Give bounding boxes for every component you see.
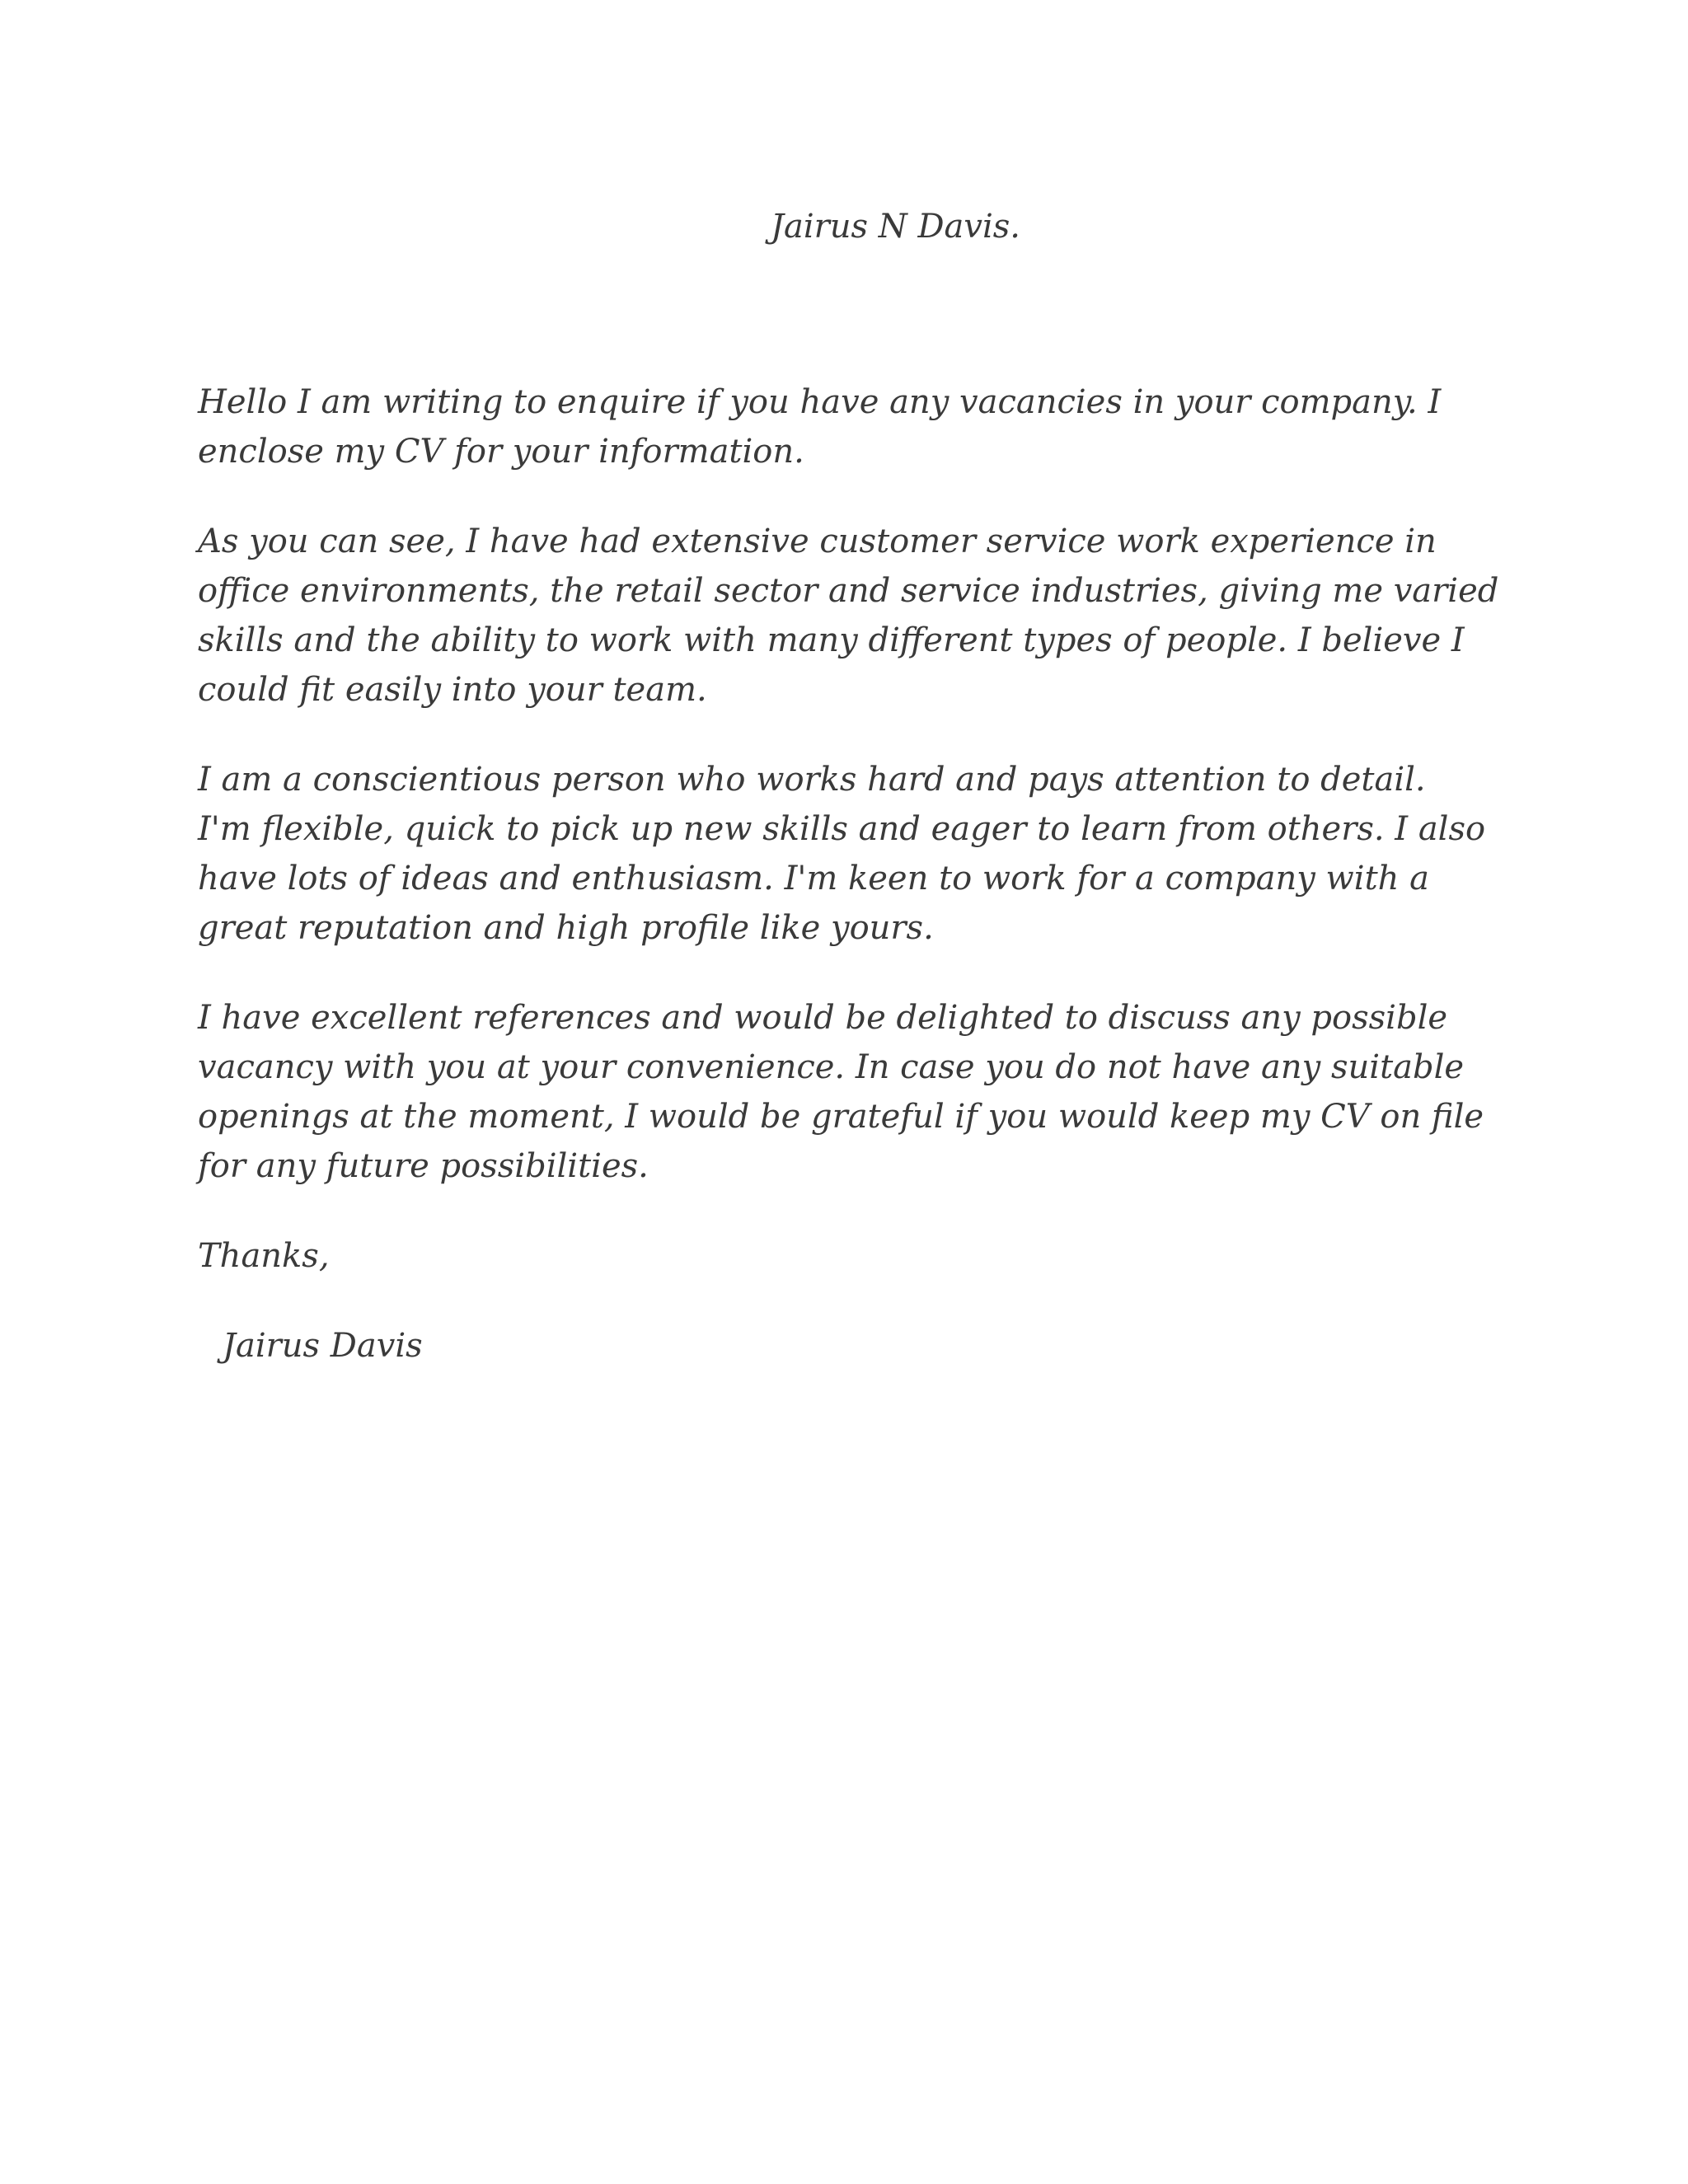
paragraph-qualities	[198, 755, 1533, 953]
paragraph-intro	[198, 377, 1533, 476]
paragraph-line: I have excellent references and would be delighted to discuss any possible	[198, 999, 1448, 1037]
letter-body	[198, 377, 1533, 1371]
heading-name: Jairus N Davis.	[770, 208, 1021, 246]
paragraph-experience	[198, 517, 1533, 715]
letter-heading	[0, 202, 1688, 251]
paragraph-line: I am a conscientious person who works hard and pays attention to detail.	[198, 761, 1426, 799]
paragraph-line: great reputation and high profile like yours.	[198, 909, 934, 947]
paragraph-line: skills and the ability to work with many different types of people. I believe I	[198, 621, 1465, 659]
paragraph-line: office environments, the retail sector and service industries, giving me varied	[198, 572, 1499, 610]
paragraph-line: could fit easily into your team.	[198, 671, 707, 709]
paragraph-line: have lots of ideas and enthusiasm. I'm keen to work for a company with a	[198, 860, 1429, 898]
paragraph-line: I'm flexible, quick to pick up new skills and eager to learn from others. I also	[198, 810, 1486, 848]
letter-closing: Thanks,	[198, 1237, 330, 1275]
paragraph-line: for any future possibilities.	[198, 1147, 649, 1185]
paragraph-line: enclose my CV for your information.	[198, 433, 804, 471]
paragraph-line: openings at the moment, I would be grateful if you would keep my CV on file	[198, 1098, 1484, 1136]
letter-signature: Jairus Davis	[223, 1327, 423, 1365]
paragraph-references	[198, 993, 1533, 1191]
paragraph-line: Hello I am writing to enquire if you have any vacancies in your company. I	[198, 383, 1442, 421]
paragraph-line: As you can see, I have had extensive customer service work experience in	[198, 523, 1437, 560]
paragraph-line: vacancy with you at your convenience. In case you do not have any suitable	[198, 1048, 1465, 1086]
